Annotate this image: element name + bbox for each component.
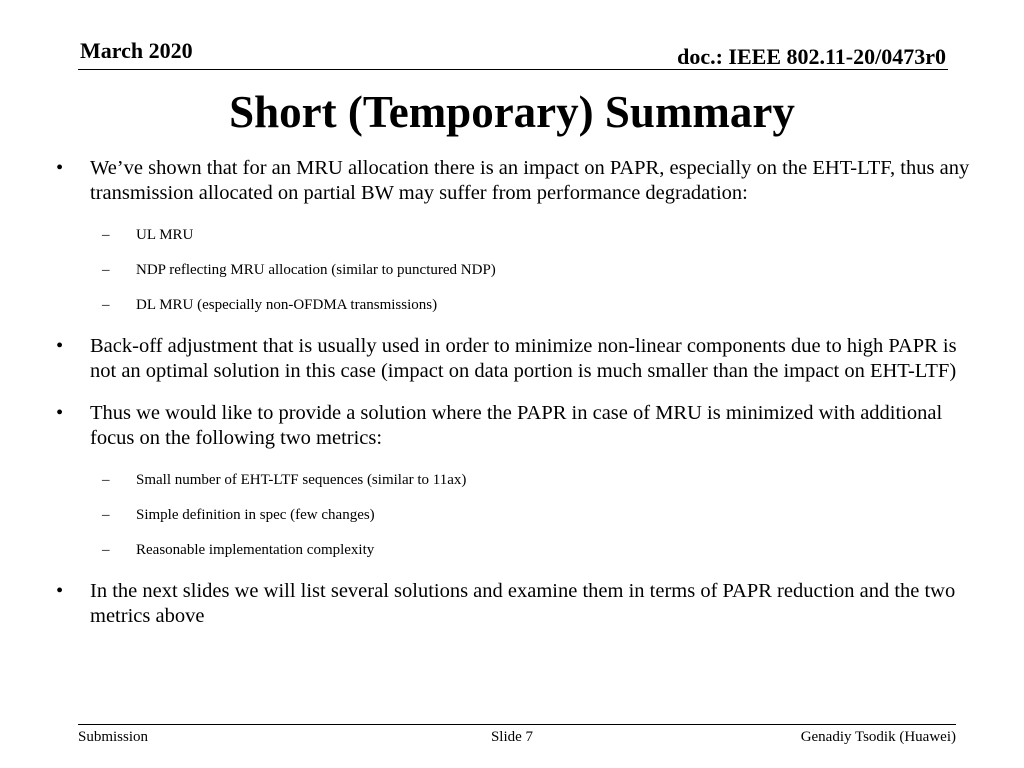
sub-bullet-item bbox=[98, 226, 982, 245]
bullet-marker: • bbox=[56, 402, 64, 424]
sub-bullet-item bbox=[98, 506, 982, 525]
sub-bullet-text: Small number of EHT-LTF sequences (similar to 11ax) bbox=[136, 472, 467, 488]
header-divider bbox=[78, 69, 948, 70]
footer-submission: Submission bbox=[78, 729, 149, 745]
sub-bullet-item bbox=[98, 261, 982, 280]
bullet-text: Thus we would like to provide a solution where the PAPR in case of MRU is minimized with additional focus on the following two metrics: bbox=[90, 402, 943, 449]
sub-bullet-text: Simple definition in spec (few changes) bbox=[136, 507, 375, 523]
sub-bullet-text: Reasonable implementation complexity bbox=[136, 542, 375, 558]
bullet-text: In the next slides we will list several solutions and examine them in terms of PAPR reduction and the two metrics above bbox=[90, 580, 956, 627]
header-date: March 2020 bbox=[80, 38, 193, 63]
bullet-marker: • bbox=[56, 335, 64, 357]
sub-bullet-item bbox=[98, 296, 982, 315]
header-doc-id: doc.: IEEE 802.11-20/0473r0 bbox=[677, 44, 946, 69]
slide-body bbox=[52, 156, 982, 646]
footer-divider bbox=[78, 724, 956, 725]
bullet-item bbox=[52, 401, 982, 451]
sub-bullet-text: NDP reflecting MRU allocation (similar to punctured NDP) bbox=[136, 262, 496, 278]
sub-bullet-text: DL MRU (especially non-OFDMA transmissions) bbox=[136, 297, 438, 313]
slide-title: Short (Temporary) Summary bbox=[229, 87, 795, 137]
footer-author: Genadiy Tsodik (Huawei) bbox=[800, 729, 956, 745]
sub-bullet-item bbox=[98, 541, 982, 560]
dash-marker: – bbox=[102, 262, 110, 278]
dash-marker: – bbox=[102, 297, 110, 313]
dash-marker: – bbox=[102, 542, 110, 558]
dash-marker: – bbox=[102, 472, 110, 488]
bullet-marker: • bbox=[56, 580, 64, 602]
bullet-item bbox=[52, 579, 982, 629]
dash-marker: – bbox=[102, 227, 110, 243]
sub-bullet-item bbox=[98, 471, 982, 490]
dash-marker: – bbox=[102, 507, 110, 523]
footer-slide-number: Slide 7 bbox=[490, 729, 534, 745]
bullet-item bbox=[52, 334, 982, 384]
bullet-marker: • bbox=[56, 157, 64, 179]
bullet-item bbox=[52, 156, 982, 206]
bullet-text: We’ve shown that for an MRU allocation there is an impact on PAPR, especially on the EHT-LTF, thus any transmission allocated on partial BW may suffer from performance degradation: bbox=[90, 157, 970, 204]
bullet-text: Back-off adjustment that is usually used in order to minimize non-linear components due to high PAPR is not an optimal solution in this case (impact on data portion is much smaller than the impact on EHT-LTF) bbox=[90, 335, 957, 382]
sub-bullet-text: UL MRU bbox=[136, 227, 194, 243]
